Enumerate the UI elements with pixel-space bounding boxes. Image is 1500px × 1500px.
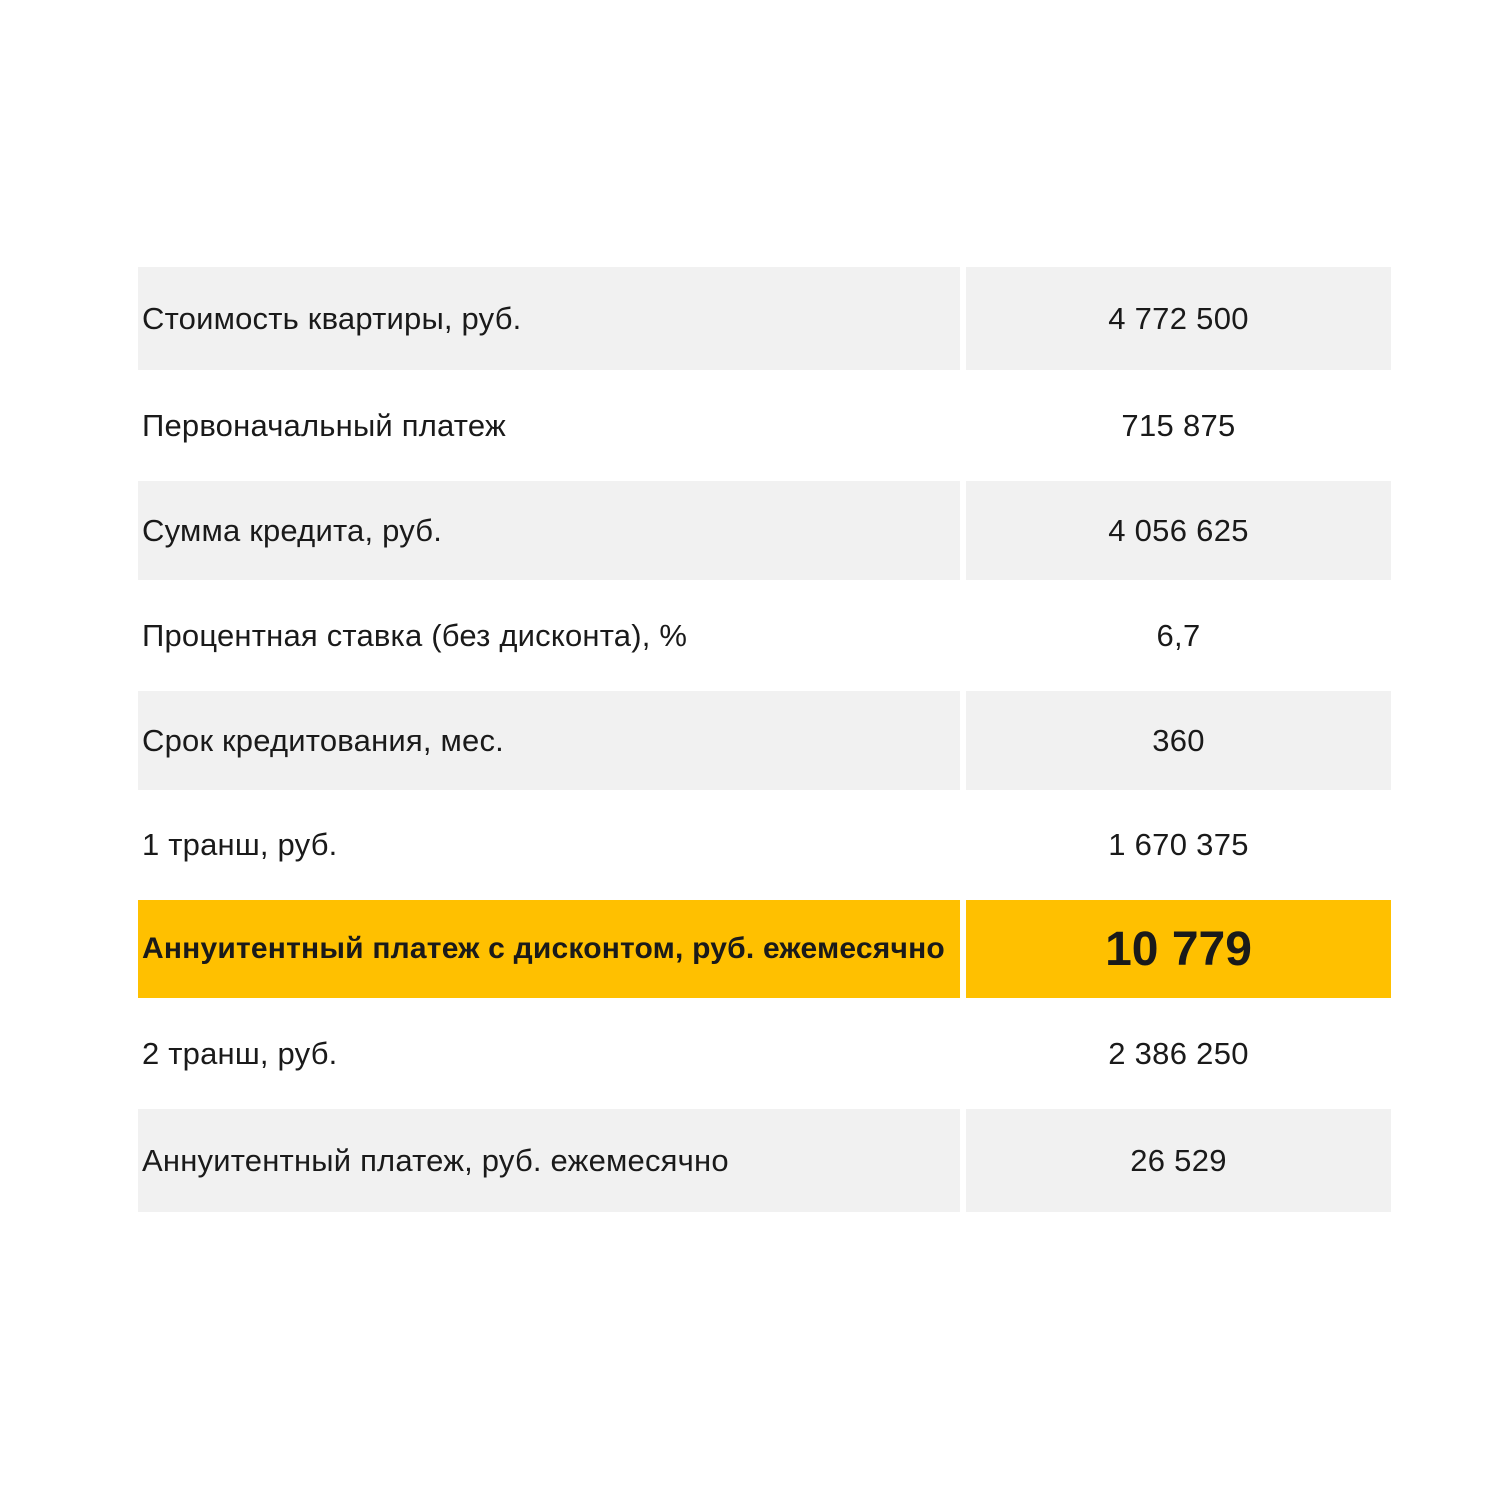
row-label: Сумма кредита, руб. [138,481,960,580]
row-label: Первоначальный платеж [138,370,960,481]
row-label: Процентная ставка (без дисконта), % [138,580,960,691]
table-row [138,1109,1391,1212]
row-value: 360 [966,691,1391,790]
row-label: 1 транш, руб. [138,790,960,900]
row-value: 1 670 375 [966,790,1391,900]
row-label: Срок кредитования, мес. [138,691,960,790]
table-row [138,370,1391,481]
row-value: 26 529 [966,1109,1391,1212]
table-row [138,691,1391,790]
table-row [138,580,1391,691]
row-value: 4 772 500 [966,267,1391,370]
table-row [138,481,1391,580]
table-row [138,267,1391,370]
row-value: 10 779 [966,900,1391,998]
row-value: 2 386 250 [966,998,1391,1109]
row-label: Стоимость квартиры, руб. [138,267,960,370]
row-label: Аннуитентный платеж с дисконтом, руб. ежемесячно [138,900,960,998]
table-row [138,790,1391,900]
row-value: 4 056 625 [966,481,1391,580]
row-label: Аннуитентный платеж, руб. ежемесячно [138,1109,960,1212]
row-label: 2 транш, руб. [138,998,960,1109]
row-value: 715 875 [966,370,1391,481]
row-value: 6,7 [966,580,1391,691]
table-row-highlighted [138,900,1391,998]
mortgage-calculation-table [138,267,1391,1212]
table-row [138,998,1391,1109]
